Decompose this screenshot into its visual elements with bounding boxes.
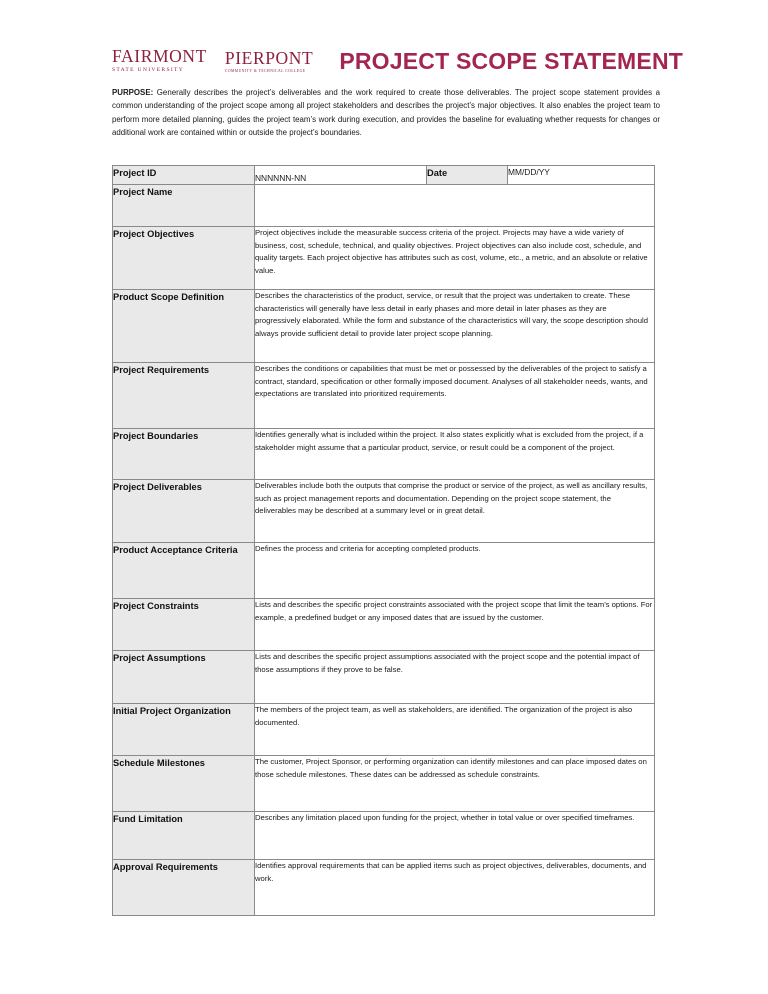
cell-value[interactable]: Describes the conditions or capabilities that must be met or possessed by the deliverables of the project to satisfy a contract, standard, specification or other formally imposed document. Analyses of all stakeholder needs, wants, and expectations are translated into prioritized requirements. (255, 363, 655, 429)
cell-value[interactable]: Describes any limitation placed upon funding for the project, whether in total value or over specified timeframes. (255, 812, 655, 860)
cell-value[interactable]: Defines the process and criteria for accepting completed products. (255, 543, 655, 599)
cell-value[interactable] (255, 185, 655, 227)
cell-value-project-id[interactable]: NNNNNN-NN (255, 166, 427, 185)
cell-label: Project Deliverables (113, 480, 255, 543)
table-row (113, 599, 655, 651)
cell-value[interactable]: Deliverables include both the outputs that comprise the product or service of the project, as well as ancillary results, such as project management reports and documentation. Depending on the project scope statement, the deliverables may be described at a summary level or in great detail. (255, 480, 655, 543)
cell-value[interactable]: Lists and describes the specific project assumptions associated with the project scope and the potential impact of those assumptions if they prove to be false. (255, 651, 655, 704)
table-row (113, 227, 655, 290)
pierpont-logo-wordmark: PIERPONT (224, 47, 314, 68)
cell-label: Schedule Milestones (113, 756, 255, 812)
cell-value[interactable]: The customer, Project Sponsor, or performing organization can identify milestones and can place imposed dates on those schedule milestones. These dates can be addressed as schedule constraints. (255, 756, 655, 812)
document-header (112, 32, 683, 76)
fairmont-logo-subtitle: STATE UNIVERSITY (112, 67, 185, 74)
table-body-rows (113, 185, 655, 916)
cell-label: Project Boundaries (113, 429, 255, 480)
table-row (113, 860, 655, 916)
cell-label: Project Assumptions (113, 651, 255, 704)
table-row (113, 756, 655, 812)
cell-label: Fund Limitation (113, 812, 255, 860)
pierpont-community-technical-college-logo (224, 47, 314, 76)
cell-value[interactable]: Lists and describes the specific project constraints associated with the project scope that limit the team’s options. For example, a predefined budget or any imposed dates that are issued by the customer. (255, 599, 655, 651)
cell-label: Project Name (113, 185, 255, 227)
cell-label-project-id: Project ID (113, 166, 255, 185)
cell-label: Project Requirements (113, 363, 255, 429)
purpose-text: Generally describes the project’s deliverables and the work required to create those deliverables. The project scope statement provides a common understanding of the project scope among all project stakeholders and describes the project’s major objectives. It also enables the project team to perform more detailed planning, guides the project team’s work during execution, and provides the baseline for evaluating whether requests for changes or additional work are contained within or outside the project’s boundaries. (112, 88, 660, 137)
table-row (113, 812, 655, 860)
cell-label: Project Objectives (113, 227, 255, 290)
table-row (113, 480, 655, 543)
cell-value[interactable]: Identifies approval requirements that can be applied items such as project objectives, deliverables, documents, and work. (255, 860, 655, 916)
cell-label: Product Scope Definition (113, 290, 255, 363)
table-row (113, 429, 655, 480)
cell-label: Product Acceptance Criteria (113, 543, 255, 599)
project-scope-table (112, 165, 655, 916)
purpose-label: PURPOSE: (112, 88, 154, 97)
table-row (113, 543, 655, 599)
fairmont-logo-wordmark: FAIRMONT (112, 45, 207, 66)
page-title: PROJECT SCOPE STATEMENT (339, 48, 683, 74)
table-row-project-id (113, 166, 655, 185)
cell-label: Approval Requirements (113, 860, 255, 916)
table-row (113, 185, 655, 227)
table-row (113, 363, 655, 429)
cell-label: Initial Project Organization (113, 704, 255, 756)
table-row (113, 704, 655, 756)
table-row (113, 651, 655, 704)
cell-value[interactable]: Identifies generally what is included within the project. It also states explicitly what is excluded from the project, if a stakeholder might assume that a particular product, service, or result could be a component of the project. (255, 429, 655, 480)
cell-value-date[interactable]: MM/DD/YY (508, 166, 655, 185)
pierpont-logo-subtitle: COMMUNITY & TECHNICAL COLLEGE (224, 69, 306, 74)
cell-label: Project Constraints (113, 599, 255, 651)
cell-value[interactable]: Describes the characteristics of the product, service, or result that the project was undertaken to create. These characteristics will generally have less detail in early phases and more detail in later phases as they are progressively elaborated. While the form and substance of the characteristics will vary, the scope description should always provide sufficient detail to provide later project scope planning. (255, 290, 655, 363)
table-row (113, 290, 655, 363)
cell-value[interactable]: Project objectives include the measurable success criteria of the project. Projects may have a wide variety of business, cost, schedule, technical, and quality objectives. Project objectives can also include cost, schedule, and quality targets. Each project objective has attributes such as cost, volume, etc., a metric, and an absolute or relative value. (255, 227, 655, 290)
purpose-paragraph (112, 86, 660, 139)
fairmont-state-university-logo (112, 45, 207, 76)
cell-label-date: Date (427, 166, 508, 185)
table-body (113, 166, 655, 185)
cell-value[interactable]: The members of the project team, as well as stakeholders, are identified. The organization of the project is also documented. (255, 704, 655, 756)
